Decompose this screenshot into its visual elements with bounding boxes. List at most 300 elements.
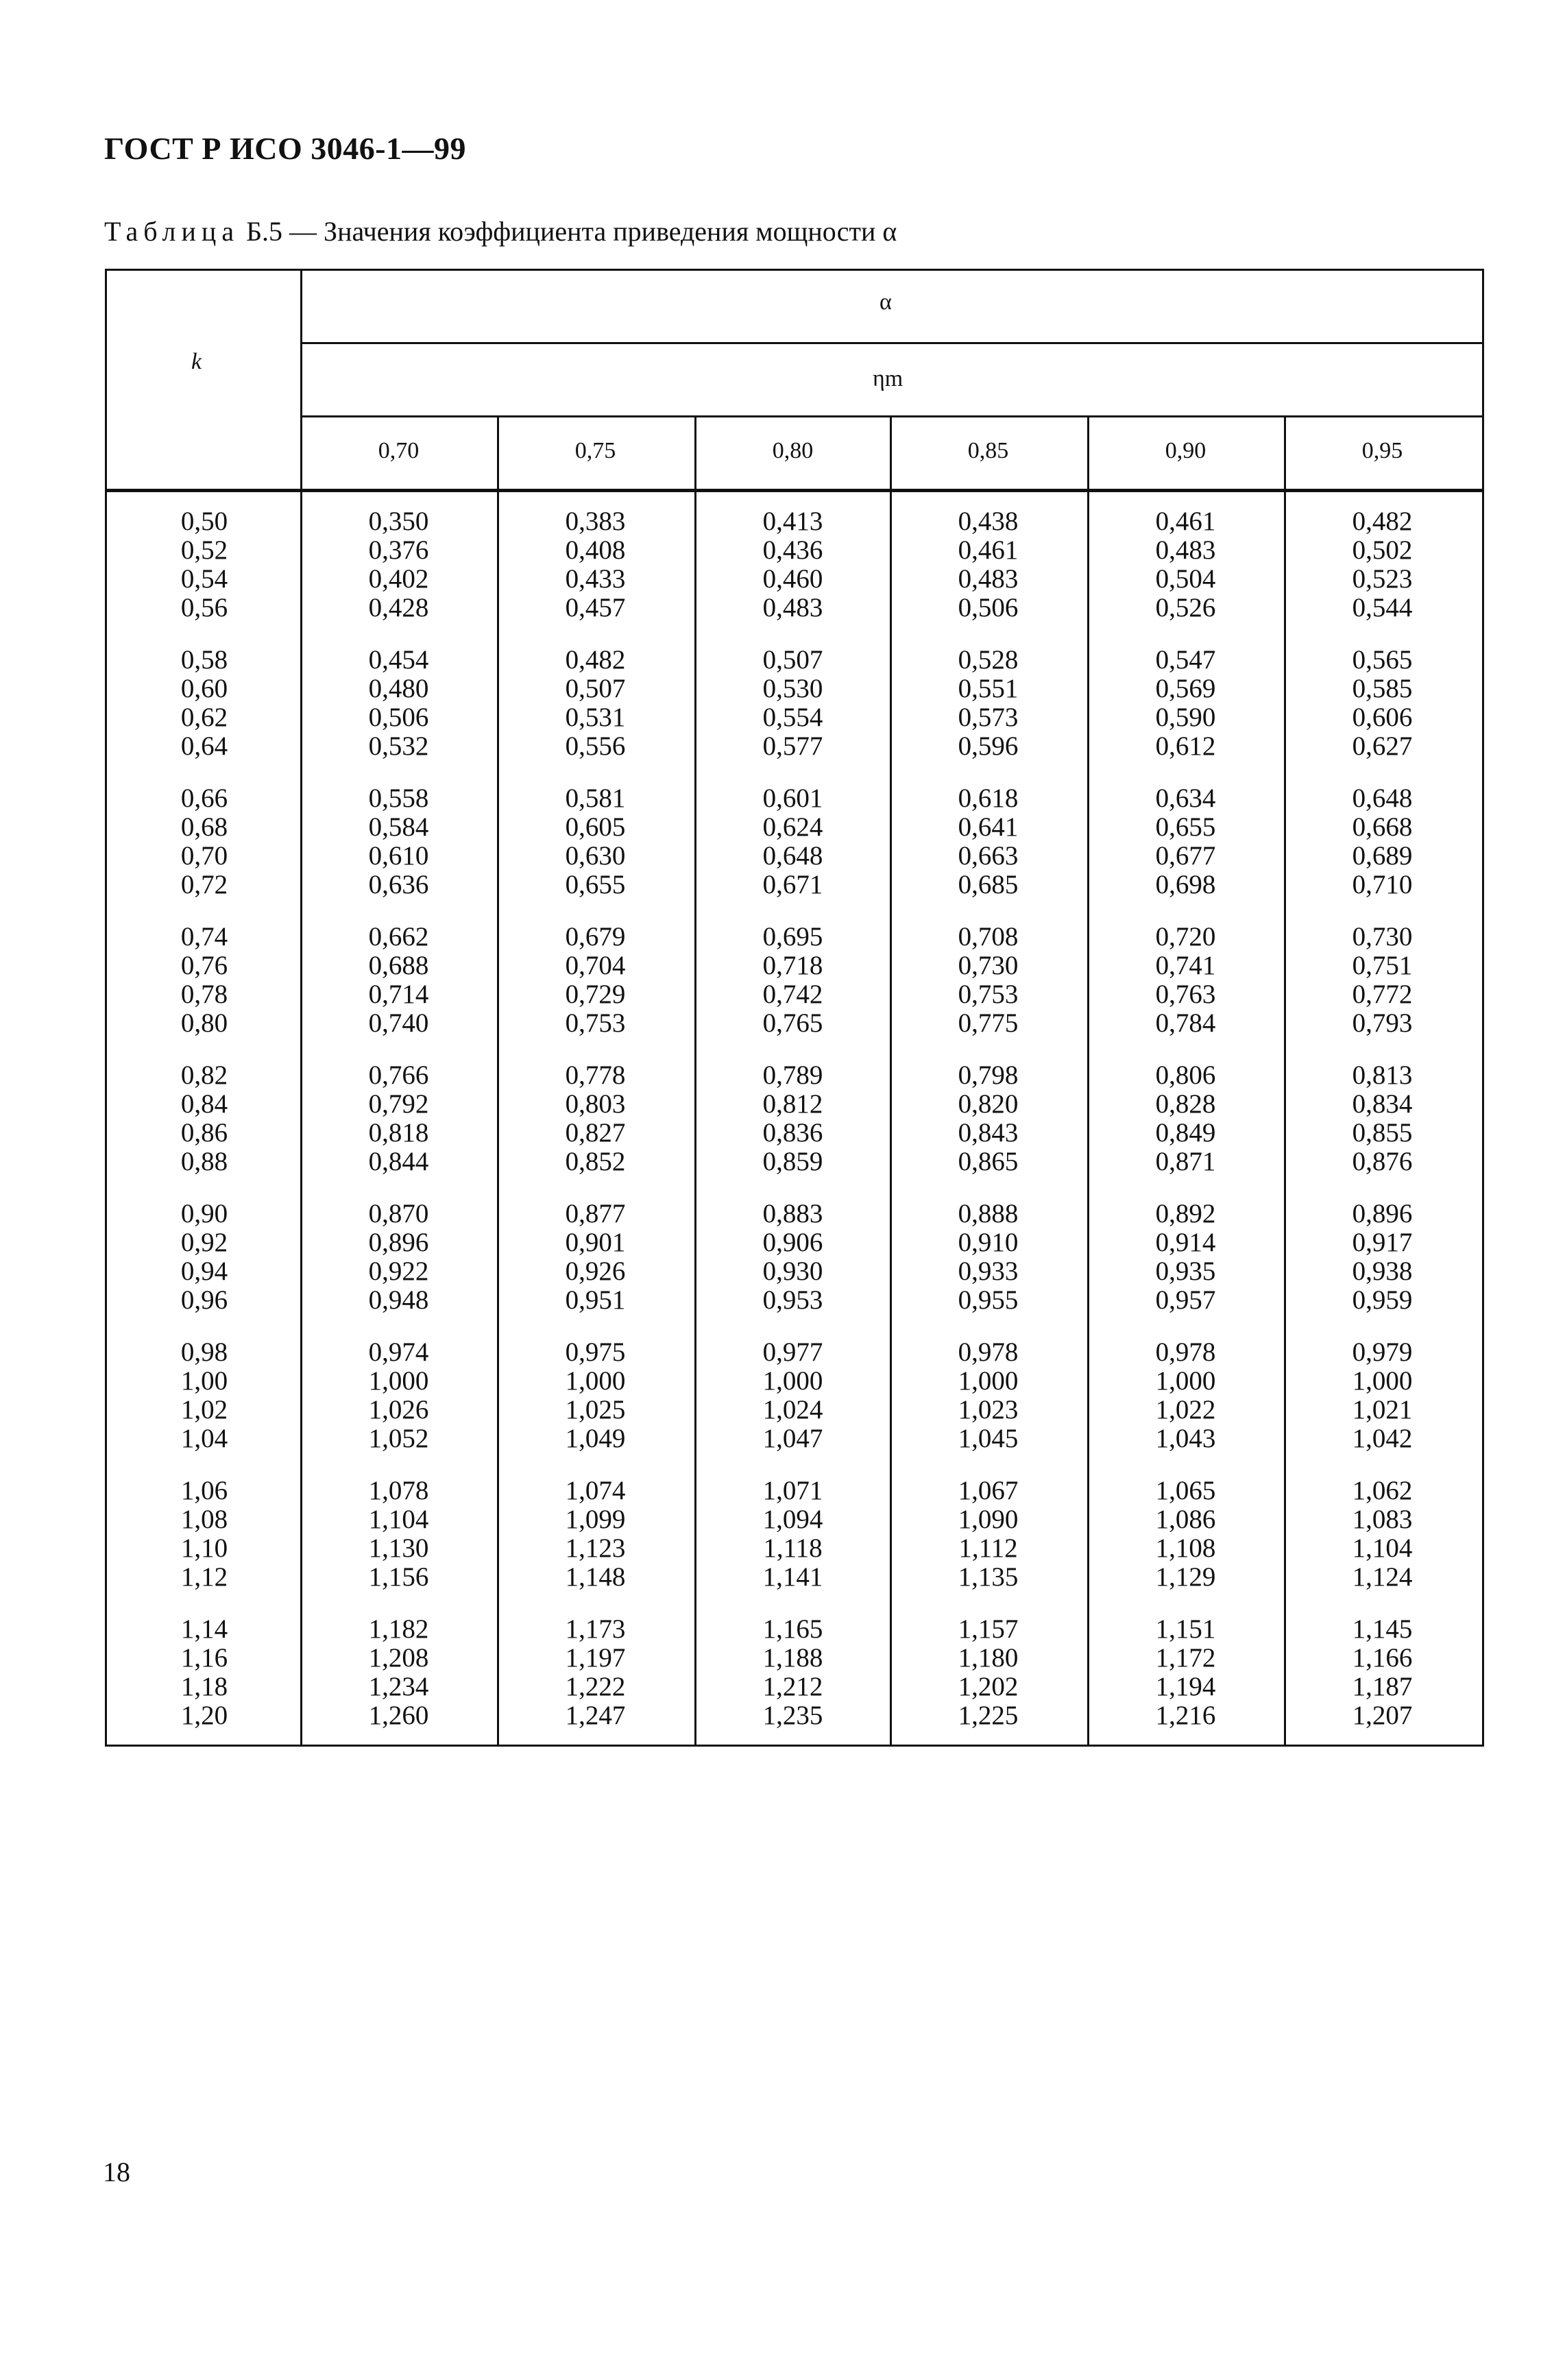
- alpha-value-cell: 0,655: [565, 870, 626, 899]
- value-group: [927, 1615, 1050, 1730]
- alpha-value-cell: 0,606: [1352, 703, 1413, 732]
- alpha-value-cell: 0,482: [1352, 507, 1413, 536]
- value-group: [1124, 923, 1248, 1038]
- alpha-value-cell: 0,714: [368, 980, 429, 1009]
- alpha-value-cell: 0,793: [1352, 1008, 1413, 1038]
- alpha-value-cell: 0,720: [1155, 922, 1216, 951]
- alpha-value-cell: 1,166: [1352, 1643, 1413, 1673]
- value-group: [927, 1477, 1050, 1592]
- alpha-value-cell: 1,225: [958, 1701, 1019, 1730]
- value-group: [337, 646, 461, 761]
- alpha-value-cell: 0,849: [1155, 1118, 1216, 1148]
- alpha-value-cell: 0,689: [1352, 841, 1413, 871]
- alpha-value-cell: 1,000: [368, 1366, 429, 1396]
- alpha-value-cell: 0,784: [1155, 1008, 1216, 1038]
- value-group: [1124, 507, 1248, 622]
- alpha-value-cell: 1,023: [958, 1395, 1019, 1424]
- alpha-value-cell: 0,350: [368, 507, 429, 536]
- k-value-cell: 0,82: [180, 1060, 228, 1090]
- value-group: [1321, 1061, 1444, 1176]
- alpha-value-cell: 0,957: [1155, 1285, 1216, 1315]
- alpha-value-cell: 0,955: [958, 1285, 1019, 1315]
- alpha-value-cell: 0,544: [1352, 593, 1413, 622]
- alpha-value-cell: 0,959: [1352, 1285, 1413, 1315]
- alpha-value-cell: 1,157: [958, 1614, 1019, 1644]
- alpha-value-cell: 0,870: [368, 1199, 429, 1228]
- alpha-value-cell: 1,216: [1155, 1701, 1216, 1730]
- alpha-value-cell: 0,844: [368, 1147, 429, 1176]
- value-group: [1124, 1200, 1248, 1315]
- alpha-value-cell: 0,978: [1155, 1337, 1216, 1367]
- alpha-value-cell: 0,935: [1155, 1256, 1216, 1286]
- alpha-value-cell: 1,104: [368, 1505, 429, 1534]
- alpha-value-cell: 0,763: [1155, 980, 1216, 1009]
- alpha-value-cell: 0,876: [1352, 1147, 1413, 1176]
- alpha-value-cell: 0,892: [1155, 1199, 1216, 1228]
- alpha-value-cell: 1,042: [1352, 1424, 1413, 1453]
- value-group: [731, 1338, 855, 1453]
- value-group: [337, 1615, 461, 1730]
- alpha-value-cell: 0,483: [762, 593, 823, 622]
- alpha-value-cell: 1,118: [763, 1533, 823, 1563]
- k-value-cell: 0,80: [180, 1008, 228, 1038]
- alpha-value-cell: 0,532: [368, 731, 429, 761]
- alpha-value-cell: 0,751: [1352, 951, 1413, 980]
- alpha-value-cell: 0,813: [1352, 1060, 1413, 1090]
- k-value-cell: 1,02: [180, 1395, 228, 1424]
- alpha-value-cell: 0,951: [565, 1285, 626, 1315]
- alpha-value-cell: 0,975: [565, 1337, 626, 1367]
- alpha-value-cell: 0,806: [1155, 1060, 1216, 1090]
- alpha-value-cell: 1,141: [762, 1562, 823, 1592]
- eta-header-divider: [300, 415, 1484, 417]
- alpha-column: [731, 507, 855, 1753]
- column-divider: [1087, 415, 1089, 1747]
- alpha-value-cell: 0,413: [762, 507, 823, 536]
- alpha-value-cell: 0,648: [1352, 784, 1413, 813]
- k-value-cell: 0,64: [180, 731, 228, 761]
- alpha-value-cell: 1,129: [1155, 1562, 1216, 1592]
- alpha-value-cell: 1,156: [368, 1562, 429, 1592]
- value-group: [927, 1200, 1050, 1315]
- k-value-cell: 1,06: [180, 1476, 228, 1505]
- alpha-value-cell: 1,104: [1352, 1533, 1413, 1563]
- alpha-column: [1321, 507, 1444, 1753]
- alpha-value-cell: 0,906: [762, 1228, 823, 1257]
- value-group: [534, 784, 657, 899]
- alpha-value-cell: 1,062: [1352, 1476, 1413, 1505]
- value-group: [1321, 1615, 1444, 1730]
- alpha-value-cell: 1,025: [565, 1395, 626, 1424]
- alpha-value-cell: 0,775: [958, 1008, 1019, 1038]
- alpha-value-cell: 0,507: [565, 674, 626, 703]
- alpha-value-cell: 0,818: [368, 1118, 429, 1148]
- eta-subgroup-header: ηm: [873, 366, 903, 391]
- alpha-value-cell: 0,376: [368, 535, 429, 565]
- alpha-value-cell: 0,914: [1155, 1228, 1216, 1257]
- alpha-value-cell: 1,065: [1155, 1476, 1216, 1505]
- alpha-value-cell: 0,648: [762, 841, 823, 871]
- alpha-value-cell: 0,558: [368, 784, 429, 813]
- k-value-cell: 1,04: [180, 1424, 228, 1453]
- value-group: [927, 507, 1050, 622]
- alpha-value-cell: 0,612: [1155, 731, 1216, 761]
- alpha-value-cell: 1,045: [958, 1424, 1019, 1453]
- alpha-value-cell: 0,679: [565, 922, 626, 951]
- header-bottom-rule: [105, 489, 1484, 492]
- alpha-value-cell: 1,112: [958, 1533, 1018, 1563]
- alpha-value-cell: 0,798: [958, 1060, 1019, 1090]
- value-group: [143, 784, 266, 899]
- value-group: [927, 923, 1050, 1038]
- alpha-value-cell: 0,506: [368, 703, 429, 732]
- alpha-header-divider: [300, 342, 1484, 344]
- k-value-cell: 0,60: [180, 674, 228, 703]
- alpha-value-cell: 1,208: [368, 1643, 429, 1673]
- column-divider: [300, 269, 302, 1747]
- alpha-value-cell: 0,812: [762, 1089, 823, 1119]
- alpha-value-cell: 1,148: [565, 1562, 626, 1592]
- k-value-cell: 0,92: [180, 1228, 228, 1257]
- alpha-value-cell: 0,507: [762, 645, 823, 675]
- eta-value-header: 0,95: [1361, 438, 1403, 463]
- alpha-value-cell: 0,865: [958, 1147, 1019, 1176]
- alpha-value-cell: 0,977: [762, 1337, 823, 1367]
- alpha-value-cell: 0,718: [762, 951, 823, 980]
- alpha-value-cell: 0,698: [1155, 870, 1216, 899]
- alpha-value-cell: 0,933: [958, 1256, 1019, 1286]
- alpha-value-cell: 0,974: [368, 1337, 429, 1367]
- alpha-value-cell: 1,108: [1155, 1533, 1216, 1563]
- value-group: [1124, 1061, 1248, 1176]
- alpha-column: [927, 507, 1050, 1753]
- column-divider: [1284, 415, 1286, 1747]
- alpha-value-cell: 0,523: [1352, 564, 1413, 594]
- alpha-value-cell: 1,187: [1352, 1672, 1413, 1701]
- value-group: [731, 1477, 855, 1592]
- alpha-value-cell: 0,504: [1155, 564, 1216, 594]
- alpha-value-cell: 0,428: [368, 593, 429, 622]
- alpha-value-cell: 1,222: [565, 1672, 626, 1701]
- value-group: [534, 1615, 657, 1730]
- alpha-value-cell: 1,182: [368, 1614, 429, 1644]
- alpha-value-cell: 0,641: [958, 812, 1019, 842]
- alpha-value-cell: 1,083: [1352, 1505, 1413, 1534]
- alpha-value-cell: 1,024: [762, 1395, 823, 1424]
- k-value-cell: 0,84: [180, 1089, 228, 1119]
- alpha-value-cell: 1,165: [762, 1614, 823, 1644]
- caption-text: Б.5 — Значения коэффициента приведения мощности α: [246, 216, 897, 247]
- alpha-value-cell: 1,124: [1352, 1562, 1413, 1592]
- alpha-value-cell: 0,836: [762, 1118, 823, 1148]
- alpha-value-cell: 0,948: [368, 1285, 429, 1315]
- k-value-cell: 0,72: [180, 870, 228, 899]
- value-group: [534, 923, 657, 1038]
- alpha-value-cell: 1,180: [958, 1643, 1019, 1673]
- value-group: [1124, 1338, 1248, 1453]
- alpha-value-cell: 0,778: [565, 1060, 626, 1090]
- alpha-value-cell: 0,605: [565, 812, 626, 842]
- alpha-value-cell: 1,052: [368, 1424, 429, 1453]
- k-value-cell: 0,58: [180, 645, 228, 675]
- alpha-value-cell: 1,212: [762, 1672, 823, 1701]
- column-divider: [694, 415, 696, 1747]
- value-group: [337, 784, 461, 899]
- alpha-value-cell: 1,090: [958, 1505, 1019, 1534]
- alpha-value-cell: 0,877: [565, 1199, 626, 1228]
- alpha-value-cell: 0,888: [958, 1199, 1019, 1228]
- value-group: [1124, 646, 1248, 761]
- alpha-value-cell: 0,901: [565, 1228, 626, 1257]
- value-group: [337, 1338, 461, 1453]
- alpha-column: [337, 507, 461, 1753]
- alpha-value-cell: 1,026: [368, 1395, 429, 1424]
- k-column: [143, 507, 266, 1753]
- alpha-value-cell: 0,766: [368, 1060, 429, 1090]
- alpha-value-cell: 0,917: [1352, 1228, 1413, 1257]
- alpha-value-cell: 0,634: [1155, 784, 1216, 813]
- alpha-value-cell: 0,834: [1352, 1089, 1413, 1119]
- alpha-value-cell: 0,828: [1155, 1089, 1216, 1119]
- alpha-table: [105, 269, 1484, 1747]
- alpha-value-cell: 0,483: [958, 564, 1019, 594]
- alpha-value-cell: 0,556: [565, 731, 626, 761]
- k-value-cell: 0,90: [180, 1199, 228, 1228]
- value-group: [143, 1338, 266, 1453]
- alpha-value-cell: 0,530: [762, 674, 823, 703]
- alpha-value-cell: 1,000: [958, 1366, 1019, 1396]
- value-group: [731, 1200, 855, 1315]
- value-group: [731, 507, 855, 622]
- alpha-value-cell: 0,753: [958, 980, 1019, 1009]
- alpha-value-cell: 0,953: [762, 1285, 823, 1315]
- value-group: [534, 1338, 657, 1453]
- alpha-value-cell: 0,685: [958, 870, 1019, 899]
- alpha-value-cell: 1,071: [762, 1476, 823, 1505]
- alpha-value-cell: 0,978: [958, 1337, 1019, 1367]
- alpha-column: [1124, 507, 1248, 1753]
- alpha-value-cell: 0,569: [1155, 674, 1216, 703]
- alpha-value-cell: 1,078: [368, 1476, 429, 1505]
- alpha-value-cell: 1,145: [1352, 1614, 1413, 1644]
- value-group: [731, 923, 855, 1038]
- alpha-value-cell: 1,047: [762, 1424, 823, 1453]
- alpha-value-cell: 0,765: [762, 1008, 823, 1038]
- value-group: [337, 1061, 461, 1176]
- k-value-cell: 1,08: [180, 1505, 228, 1534]
- value-group: [1124, 1615, 1248, 1730]
- alpha-value-cell: 0,708: [958, 922, 1019, 951]
- table-border-top: [105, 269, 1484, 271]
- alpha-value-cell: 1,000: [1352, 1366, 1413, 1396]
- k-value-cell: 0,52: [180, 535, 228, 565]
- alpha-value-cell: 0,859: [762, 1147, 823, 1176]
- value-group: [534, 507, 657, 622]
- value-group: [1321, 784, 1444, 899]
- k-value-cell: 1,12: [180, 1562, 228, 1592]
- alpha-value-cell: 1,172: [1155, 1643, 1216, 1673]
- alpha-value-cell: 0,433: [565, 564, 626, 594]
- alpha-value-cell: 1,234: [368, 1672, 429, 1701]
- page-number: 18: [103, 2157, 130, 2187]
- alpha-value-cell: 0,531: [565, 703, 626, 732]
- alpha-value-cell: 0,526: [1155, 593, 1216, 622]
- value-group: [337, 923, 461, 1038]
- alpha-value-cell: 1,086: [1155, 1505, 1216, 1534]
- alpha-value-cell: 0,730: [1352, 922, 1413, 951]
- alpha-value-cell: 0,803: [565, 1089, 626, 1119]
- k-value-cell: 1,16: [180, 1643, 228, 1673]
- alpha-value-cell: 0,408: [565, 535, 626, 565]
- alpha-value-cell: 0,636: [368, 870, 429, 899]
- alpha-value-cell: 1,173: [565, 1614, 626, 1644]
- alpha-value-cell: 0,910: [958, 1228, 1019, 1257]
- alpha-value-cell: 0,596: [958, 731, 1019, 761]
- alpha-value-cell: 0,792: [368, 1089, 429, 1119]
- alpha-value-cell: 0,461: [958, 535, 1019, 565]
- alpha-value-cell: 1,194: [1155, 1672, 1216, 1701]
- alpha-value-cell: 0,695: [762, 922, 823, 951]
- alpha-value-cell: 0,938: [1352, 1256, 1413, 1286]
- value-group: [1321, 646, 1444, 761]
- alpha-value-cell: 1,000: [565, 1366, 626, 1396]
- alpha-value-cell: 1,022: [1155, 1395, 1216, 1424]
- alpha-value-cell: 0,610: [368, 841, 429, 871]
- alpha-value-cell: 0,663: [958, 841, 1019, 871]
- eta-value-header: 0,70: [378, 438, 420, 463]
- value-group: [534, 1477, 657, 1592]
- k-value-cell: 0,98: [180, 1337, 228, 1367]
- alpha-value-cell: 1,197: [565, 1643, 626, 1673]
- alpha-value-cell: 1,188: [762, 1643, 823, 1673]
- alpha-value-cell: 1,043: [1155, 1424, 1216, 1453]
- value-group: [1321, 1200, 1444, 1315]
- alpha-value-cell: 0,585: [1352, 674, 1413, 703]
- alpha-value-cell: 0,573: [958, 703, 1019, 732]
- alpha-value-cell: 0,454: [368, 645, 429, 675]
- k-value-cell: 1,20: [180, 1701, 228, 1730]
- value-group: [731, 1061, 855, 1176]
- value-group: [143, 1477, 266, 1592]
- alpha-value-cell: 0,930: [762, 1256, 823, 1286]
- k-value-cell: 0,70: [180, 841, 228, 871]
- alpha-value-cell: 1,074: [565, 1476, 626, 1505]
- alpha-value-cell: 0,627: [1352, 731, 1413, 761]
- alpha-value-cell: 1,067: [958, 1476, 1019, 1505]
- alpha-value-cell: 0,577: [762, 731, 823, 761]
- k-value-cell: 0,68: [180, 812, 228, 842]
- alpha-value-cell: 0,742: [762, 980, 823, 1009]
- k-value-cell: 0,50: [180, 507, 228, 536]
- alpha-value-cell: 1,123: [565, 1533, 626, 1563]
- k-value-cell: 1,18: [180, 1672, 228, 1701]
- k-value-cell: 1,00: [180, 1366, 228, 1396]
- alpha-value-cell: 0,547: [1155, 645, 1216, 675]
- alpha-value-cell: 0,581: [565, 784, 626, 813]
- column-divider: [890, 415, 892, 1747]
- alpha-value-cell: 0,630: [565, 841, 626, 871]
- alpha-value-cell: 0,668: [1352, 812, 1413, 842]
- eta-value-header: 0,80: [772, 438, 814, 463]
- k-value-cell: 0,56: [180, 593, 228, 622]
- k-value-cell: 0,78: [180, 980, 228, 1009]
- alpha-value-cell: 0,730: [958, 951, 1019, 980]
- alpha-value-cell: 0,704: [565, 951, 626, 980]
- alpha-value-cell: 1,130: [368, 1533, 429, 1563]
- alpha-value-cell: 1,247: [565, 1701, 626, 1730]
- value-group: [927, 784, 1050, 899]
- alpha-value-cell: 0,871: [1155, 1147, 1216, 1176]
- alpha-value-cell: 0,843: [958, 1118, 1019, 1148]
- eta-value-header: 0,90: [1165, 438, 1206, 463]
- value-group: [143, 923, 266, 1038]
- alpha-value-cell: 1,000: [762, 1366, 823, 1396]
- alpha-value-cell: 0,979: [1352, 1337, 1413, 1367]
- alpha-value-cell: 0,506: [958, 593, 1019, 622]
- alpha-value-cell: 0,688: [368, 951, 429, 980]
- value-group: [143, 507, 266, 622]
- alpha-value-cell: 0,554: [762, 703, 823, 732]
- value-group: [731, 1615, 855, 1730]
- alpha-value-cell: 1,202: [958, 1672, 1019, 1701]
- alpha-value-cell: 0,896: [368, 1228, 429, 1257]
- alpha-value-cell: 0,528: [958, 645, 1019, 675]
- alpha-value-cell: 1,000: [1155, 1366, 1216, 1396]
- alpha-value-cell: 0,820: [958, 1089, 1019, 1119]
- alpha-value-cell: 0,741: [1155, 951, 1216, 980]
- value-group: [143, 1200, 266, 1315]
- alpha-value-cell: 0,671: [762, 870, 823, 899]
- value-group: [143, 646, 266, 761]
- value-group: [534, 646, 657, 761]
- alpha-value-cell: 0,677: [1155, 841, 1216, 871]
- alpha-group-header: α: [879, 289, 892, 315]
- alpha-value-cell: 1,260: [368, 1701, 429, 1730]
- alpha-value-cell: 0,729: [565, 980, 626, 1009]
- value-group: [534, 1061, 657, 1176]
- alpha-value-cell: 0,438: [958, 507, 1019, 536]
- alpha-value-cell: 0,827: [565, 1118, 626, 1148]
- value-group: [1124, 784, 1248, 899]
- alpha-value-cell: 1,094: [762, 1505, 823, 1534]
- document-header: ГОСТ Р ИСО 3046-1—99: [104, 131, 467, 166]
- alpha-value-cell: 0,772: [1352, 980, 1413, 1009]
- alpha-value-cell: 0,480: [368, 674, 429, 703]
- value-group: [337, 1200, 461, 1315]
- k-value-cell: 0,88: [180, 1147, 228, 1176]
- alpha-value-cell: 0,502: [1352, 535, 1413, 565]
- alpha-value-cell: 0,852: [565, 1147, 626, 1176]
- alpha-value-cell: 1,151: [1155, 1614, 1216, 1644]
- alpha-value-cell: 0,584: [368, 812, 429, 842]
- value-group: [927, 1061, 1050, 1176]
- alpha-value-cell: 0,855: [1352, 1118, 1413, 1148]
- alpha-value-cell: 1,099: [565, 1505, 626, 1534]
- alpha-value-cell: 0,710: [1352, 870, 1413, 899]
- value-group: [1321, 923, 1444, 1038]
- k-value-cell: 0,76: [180, 951, 228, 980]
- value-group: [534, 1200, 657, 1315]
- value-group: [1321, 507, 1444, 622]
- alpha-value-cell: 0,926: [565, 1256, 626, 1286]
- alpha-value-cell: 0,618: [958, 784, 1019, 813]
- alpha-value-cell: 0,565: [1352, 645, 1413, 675]
- alpha-value-cell: 0,740: [368, 1008, 429, 1038]
- alpha-value-cell: 0,482: [565, 645, 626, 675]
- caption-prefix: Таблица: [104, 216, 240, 247]
- alpha-value-cell: 0,922: [368, 1256, 429, 1286]
- alpha-value-cell: 0,789: [762, 1060, 823, 1090]
